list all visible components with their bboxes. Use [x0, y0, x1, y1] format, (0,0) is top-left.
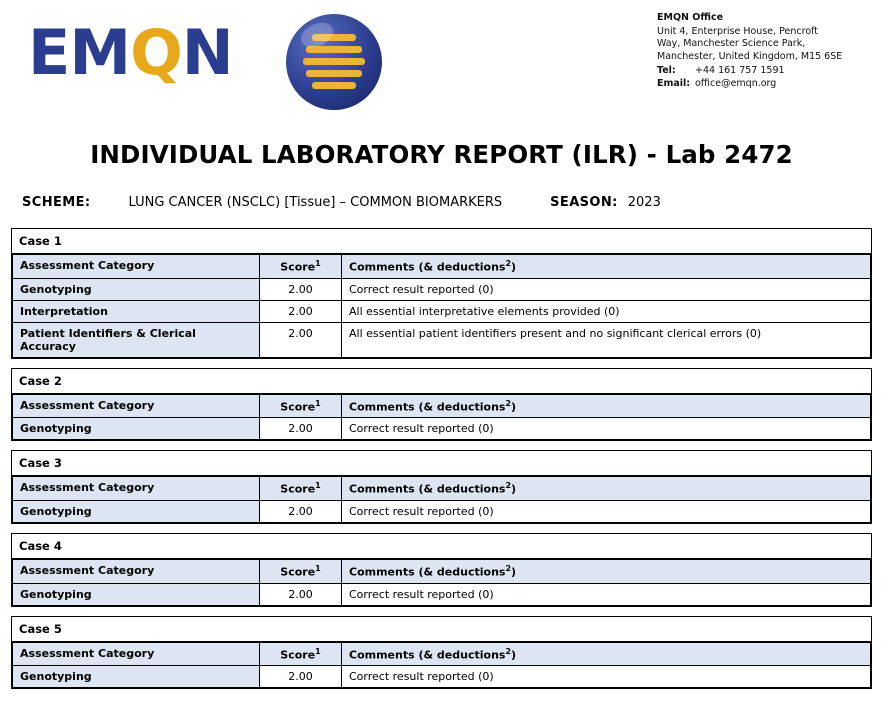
case-table	[12, 642, 871, 689]
column-header-comments	[342, 477, 871, 501]
column-header-score	[260, 559, 342, 583]
table-header-row	[13, 642, 871, 666]
season-value: 2023	[627, 195, 661, 210]
table-header-row	[13, 394, 871, 418]
comments-footnote-marker: 2	[505, 563, 512, 573]
table-row	[13, 322, 871, 357]
case-block	[11, 616, 872, 690]
table-header-row	[13, 255, 871, 279]
case-block	[11, 533, 872, 607]
column-header-comments-text: Comments (& deductions	[349, 482, 506, 496]
case-title: Case 2	[12, 369, 871, 394]
table-row	[13, 418, 871, 440]
cell-comment: Correct result reported (0)	[342, 278, 871, 300]
logo-wordmark	[28, 16, 233, 89]
scheme-season-line	[22, 195, 883, 210]
cell-score: 2.00	[260, 418, 342, 440]
score-footnote-marker: 1	[315, 563, 321, 573]
score-footnote-marker: 1	[315, 259, 321, 268]
column-header-comments-text: Comments (& deductions	[349, 565, 506, 579]
column-header-comments-close: )	[511, 260, 517, 274]
column-header-score	[260, 255, 342, 279]
column-header-comments-text: Comments (& deductions	[349, 648, 506, 662]
page-title: INDIVIDUAL LABORATORY REPORT (ILR) - Lab 2472	[90, 140, 793, 169]
case-block	[11, 450, 872, 524]
cell-category: Genotyping	[13, 418, 260, 440]
globe-icon	[286, 14, 382, 110]
column-header-score-text: Score	[280, 648, 316, 662]
table-header-row	[13, 559, 871, 583]
cell-category: Genotyping	[13, 666, 260, 688]
case-title: Case 1	[12, 229, 871, 254]
column-header-comments-close: )	[511, 400, 517, 414]
column-header-comments-text: Comments (& deductions	[349, 400, 506, 414]
table-row	[13, 666, 871, 688]
office-telephone-row	[657, 65, 843, 78]
cell-comment: Correct result reported (0)	[342, 583, 871, 605]
comments-footnote-marker: 2	[505, 398, 512, 408]
column-header-score-text: Score	[280, 400, 316, 414]
cell-comment: Correct result reported (0)	[342, 500, 871, 522]
score-footnote-marker: 1	[315, 481, 321, 491]
case-table	[12, 476, 871, 523]
telephone-value: +44 161 757 1591	[695, 65, 785, 76]
column-header-comments-close: )	[511, 565, 517, 579]
scheme-value: LUNG CANCER (NSCLC) [Tissue] – COMMON BIOMARKERS	[128, 195, 503, 210]
cell-category: Genotyping	[13, 500, 260, 522]
score-footnote-marker: 1	[315, 646, 321, 656]
cell-category: Patient Identifiers & Clerical Accuracy	[13, 322, 260, 357]
comments-footnote-marker: 2	[505, 646, 512, 656]
telephone-label: Tel:	[657, 65, 676, 76]
logo-text-q: Q	[130, 16, 182, 89]
email-value: office@emqn.org	[695, 77, 777, 89]
column-header-score	[260, 477, 342, 501]
office-address: Unit 4, Enterprise House, Pencroft Way, Manchester Science Park, Manchester, United Kingdom, M15 6SE	[657, 25, 843, 62]
table-row	[13, 583, 871, 605]
column-header-category: Assessment Category	[13, 642, 260, 666]
table-row	[13, 278, 871, 300]
comments-footnote-marker: 2	[505, 481, 512, 491]
office-contact-block	[657, 12, 843, 90]
cell-comment: Correct result reported (0)	[342, 418, 871, 440]
office-title: EMQN Office	[657, 12, 724, 23]
cell-comment: All essential patient identifiers present and no significant clerical errors (0)	[342, 322, 871, 357]
score-footnote-marker: 1	[315, 398, 321, 408]
column-header-comments	[342, 559, 871, 583]
column-header-comments-close: )	[511, 648, 517, 662]
column-header-score-text: Score	[280, 260, 316, 274]
case-title: Case 5	[12, 617, 871, 642]
column-header-comments-text: Comments (& deductions	[349, 260, 506, 274]
cell-category: Genotyping	[13, 278, 260, 300]
emqn-logo	[28, 8, 378, 113]
table-row	[13, 300, 871, 322]
case-table	[12, 254, 871, 358]
cell-score: 2.00	[260, 666, 342, 688]
case-block	[11, 368, 872, 442]
case-title: Case 4	[12, 534, 871, 559]
cases-container	[11, 228, 872, 689]
cell-comment: Correct result reported (0)	[342, 666, 871, 688]
season-label: SEASON:	[550, 195, 618, 210]
column-header-score	[260, 642, 342, 666]
cell-comment: All essential interpretative elements provided (0)	[342, 300, 871, 322]
column-header-comments	[342, 394, 871, 418]
cell-score: 2.00	[260, 278, 342, 300]
office-email-row	[657, 78, 843, 91]
column-header-category: Assessment Category	[13, 477, 260, 501]
case-title: Case 3	[12, 451, 871, 476]
logo-text-n: N	[181, 16, 233, 89]
case-table	[12, 559, 871, 606]
case-block	[11, 228, 872, 359]
comments-footnote-marker: 2	[505, 259, 512, 268]
cell-category: Genotyping	[13, 583, 260, 605]
column-header-comments	[342, 255, 871, 279]
cell-score: 2.00	[260, 322, 342, 357]
logo-text-em: EM	[28, 16, 131, 89]
column-header-category: Assessment Category	[13, 255, 260, 279]
cell-score: 2.00	[260, 500, 342, 522]
column-header-category: Assessment Category	[13, 559, 260, 583]
column-header-category: Assessment Category	[13, 394, 260, 418]
table-row	[13, 500, 871, 522]
document-header	[0, 0, 883, 120]
cell-category: Interpretation	[13, 300, 260, 322]
table-header-row	[13, 477, 871, 501]
cell-score: 2.00	[260, 583, 342, 605]
column-header-comments-close: )	[511, 482, 517, 496]
column-header-score-text: Score	[280, 482, 316, 496]
column-header-score	[260, 394, 342, 418]
column-header-score-text: Score	[280, 565, 316, 579]
case-table	[12, 394, 871, 441]
cell-score: 2.00	[260, 300, 342, 322]
column-header-comments	[342, 642, 871, 666]
email-label: Email:	[657, 77, 691, 89]
scheme-label: SCHEME:	[22, 195, 91, 210]
